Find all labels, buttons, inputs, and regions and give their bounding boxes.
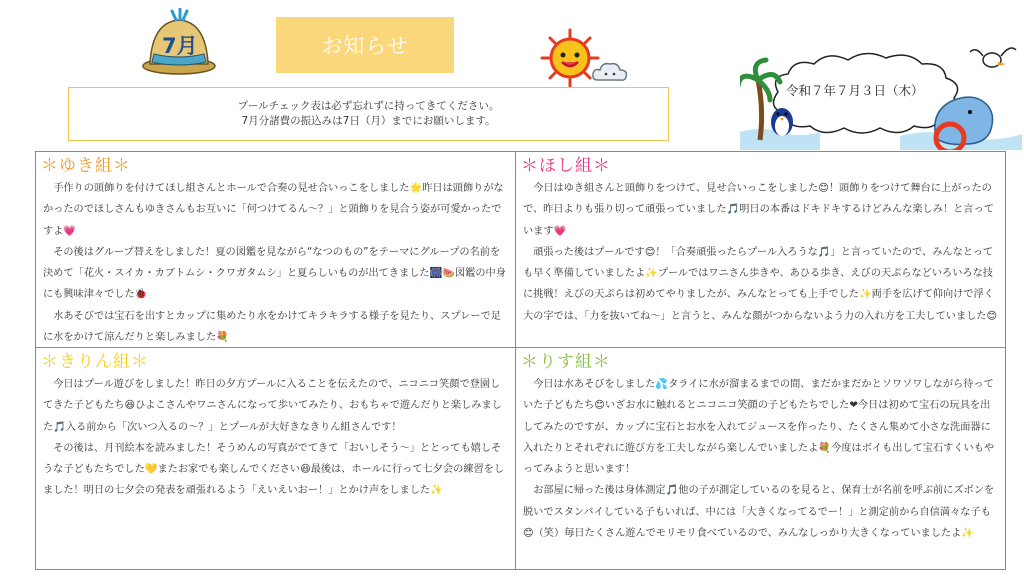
month-hat-badge xyxy=(140,8,218,76)
class-paragraph: 頑張った後はプールです😊！「合奏頑張ったらプール入ろうな🎵」と言っていたので、みんなとっても早く準備していましたよ✨プールではワニさん歩きや、あひる歩き、えびの天ぷらなどいろいろな技に挑戦！えびの天ぷらは初めてやりましたが、みんなとっても上手でした✨両手を広げて仰向けで浮く大の字では、「力を抜いてね～」と言うと、みんな顔がつからないよう力の入れ方を工夫していました😊 xyxy=(523,246,998,322)
class-heading: ＊ゆき組＊ xyxy=(41,156,131,176)
class-heading: ＊ほし組＊ xyxy=(521,156,611,176)
date-label: 令和７年７月３日（木） xyxy=(786,83,924,98)
class-heading: ＊きりん組＊ xyxy=(41,352,149,372)
month-badge-label: 7月 xyxy=(162,34,198,58)
class-section-hoshi xyxy=(516,152,1005,348)
penguin-icon xyxy=(771,108,793,136)
class-paragraph: 今日は水あそびをしました💦タライに水が溜まるまでの間、まだかまだかとソワソワしながら待っていた子どもたち😊いざお水に触れるとニコニコ笑顔の子どもたちでした❤今日は初めて宝石の玩具を出してみたのですが、カップに宝石とお水を入れてジュースを作ったり、たくさん集めて小さな洗面器に入れたりとそれぞれに遊び方を工夫しながら楽しんでいましたよ💐今度はボイも出して宝石すくいもやってみようと思います！ xyxy=(523,379,995,476)
cloud-icon xyxy=(593,64,627,81)
sun-icon xyxy=(542,30,598,86)
class-paragraph: その後は、月刊絵本を読みました！そうめんの写真がでてきて「おいしそう～」ととっても嬉しそうな子どもたちでした💛またお家でも楽しんでください😆最後は、ホールに行って七夕会の練習をしました！明日の七夕会の発表を頑張れるよう「えいえいおー！」とかけ声をしました✨ xyxy=(43,442,505,497)
class-heading: ＊りす組＊ xyxy=(521,352,611,372)
class-paragraph: 今日はゆき組さんと頭飾りをつけて、見せ合いっこをしました😊！頭飾りをつけて舞台に上がったので、昨日よりも張り切って頑張っていました🎵明日の本番はドキドキするけどみんな楽しみ！と言っています💗 xyxy=(523,183,994,237)
class-paragraph: 手作りの頭飾りを付けてほし組さんとホールで合奏の見せ合いっこをしました🌟昨日は頭飾りがなかったのでほしさんもゆきさんもお互いに「何つけてるん～？」と頭飾りを見合う姿が可愛かったですよ💗 xyxy=(43,183,504,237)
class-section-kirin xyxy=(36,348,516,569)
notice-line: 7月分諸費の振込みは7日（月）までにお願いします。 xyxy=(241,115,496,127)
class-section-risu xyxy=(516,348,1005,569)
class-paragraph: 今日はプール遊びをしました！昨日の夕方プールに入ることを伝えたので、ニコニコ笑顔で登園してきた子どもたち😆ひよこさんやワニさんになって歩いてみたり、おもちゃで遊んだりと楽しみました🎵入る前から「次いつ入るの～？」とプールが大好きなきりん組さんです！ xyxy=(43,379,502,433)
notice-line: プールチェック表は必ず忘れずに持ってきてください。 xyxy=(237,100,500,112)
class-paragraph: お部屋に帰った後は身体測定🎵他の子が測定しているのを見ると、保育士が名前を呼ぶ前にズボンを脱いでスタンバイしている子もいれば、中には「大きくなってるでー！」と測定前から自信満々な子も😊（笑）毎日たくさん遊んでモリモリ食べているので、みんなしっかり大きくなっていましたよ✨ xyxy=(523,485,995,540)
notice-box xyxy=(68,87,669,141)
class-report-grid xyxy=(35,151,1006,570)
sun-cloud-illustration xyxy=(540,28,632,88)
class-section-yuki xyxy=(36,152,516,348)
class-paragraph: 水あそびでは宝石を出すとカップに集めたり水をかけてキラキラする様子を見たり、スプレーで足に水をかけて涼んだりと楽しみました💐 xyxy=(43,310,501,344)
page-title: お知らせ xyxy=(276,17,454,73)
seagull-icon xyxy=(970,48,1016,67)
class-paragraph: その後はグループ替えをしました！夏の図鑑を見ながら“なつのもの”をテーマにグループの名前を決めて「花火・スイカ・カブトムシ・クワガタムシ」と夏らしいものが出てきました🎆🍉図鑑の中身にも興味津々でした🐞 xyxy=(43,246,506,301)
